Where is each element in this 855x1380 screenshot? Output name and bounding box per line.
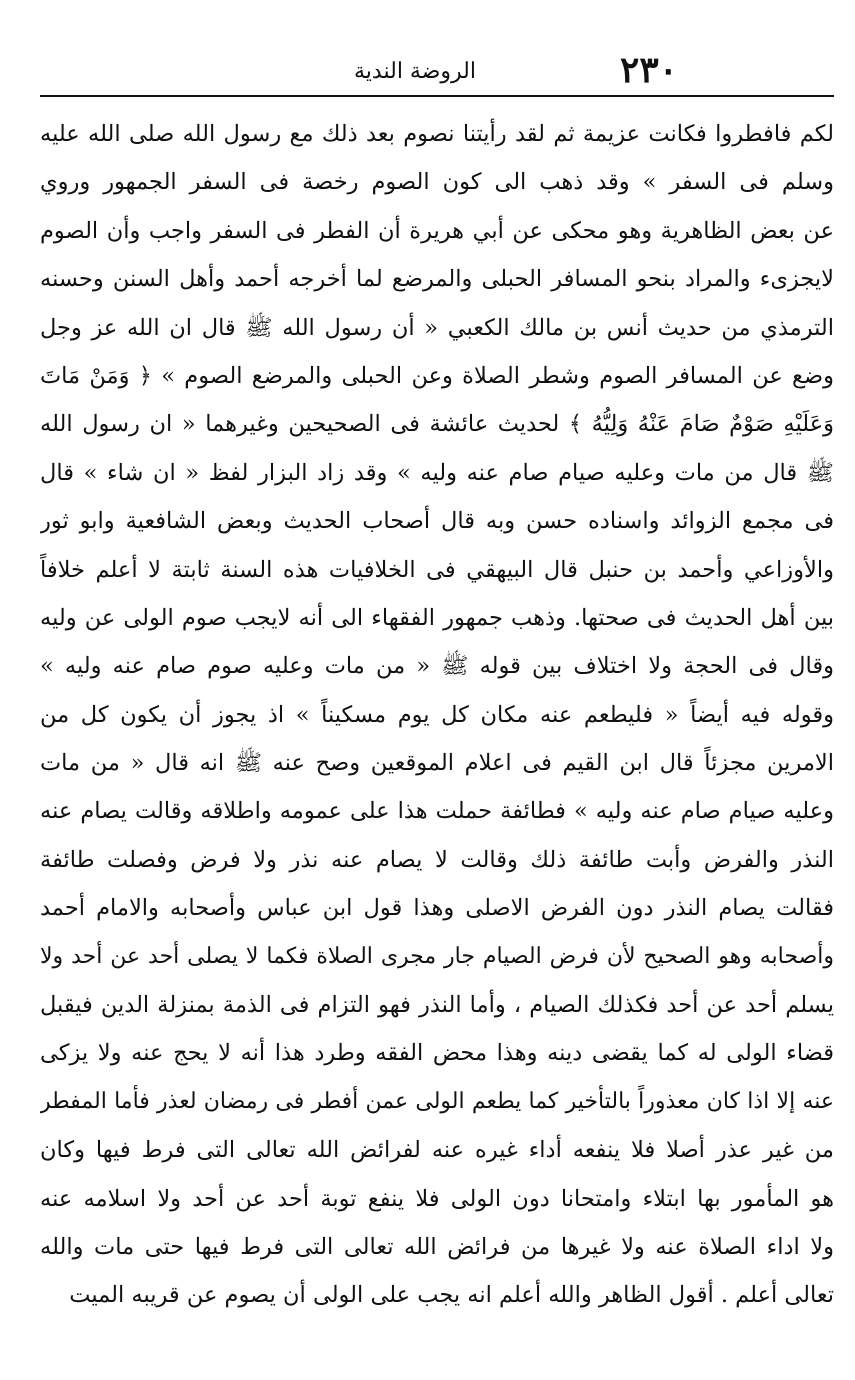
body-text <box>40 110 834 1320</box>
page-number: ٢٣٠ <box>619 49 678 91</box>
text-line: الامرين مجزئاً قال ابن القيم فى اعلام الموقعين وصح عنه ﷺ انه قال « من مات <box>40 750 834 777</box>
text-line: وقال فى الحجة ولا اختلاف بين قوله ﷺ « من مات وعليه صوم صام عنه وليه » <box>40 653 834 680</box>
text-line: ولا اداء الصلاة عنه ولا غيرها من فرائض الله تعالى التى فرط فيها حتى مات والله <box>40 1233 834 1260</box>
text-line: عن بعض الظاهرية وهو محكى عن أبي هريرة أن الفطر فى السفر واجب وأن الصوم <box>40 217 834 244</box>
text-line: فقالت يصام النذر دون الفرض الاصلى وهذا قول ابن عباس وأصحابه والامام أحمد <box>40 895 834 922</box>
text-line: وأصحابه وهو الصحيح لأن فرض الصيام جار مجرى الصلاة فكما لا يصلى أحد عن أحد ولا <box>40 943 834 969</box>
header-rule <box>40 95 834 97</box>
text-line: الترمذي من حديث أنس بن مالك الكعبي « أن رسول الله ﷺ قال ان الله عز وجل <box>40 314 834 341</box>
text-line: النذر والفرض وأبت طائفة ذلك وقالت لا يصام عنه نذر ولا فرض وفصلت طائفة <box>40 846 834 873</box>
text-line: قضاء الولى له كما يقضى دينه وهذا محض الفقه وطرد هذا أنه لا يحج عنه ولا يزكى <box>40 1040 834 1067</box>
text-line: عنه إلا اذا كان معذوراً بالتأخير كما يطعم الولى عمن أفطر فى رمضان لعذر فأما المفطر <box>40 1088 834 1114</box>
text-line: فى مجمع الزوائد واسناده حسن وبه قال أصحاب الحديث وبعض الشافعية وابو ثور <box>40 508 834 535</box>
text-line: هو المأمور بها ابتلاء وامتحانا دون الولى فلا ينفع توبة أحد عن أحد ولا اسلامه عنه <box>40 1185 834 1212</box>
text-line: من غير عذر أصلا فلا ينفعه أداء غيره عنه لفرائض الله تعالى التى فرط فيها وكان <box>40 1137 834 1164</box>
text-line: وضع عن المسافر الصوم وشطر الصلاة وعن الحبلى والمرضع الصوم » ﴿ وَمَنْ مَاتَ <box>40 362 834 389</box>
text-line: وسلم فى السفر » وقد ذهب الى كون الصوم رخصة فى السفر الجمهور وروي <box>40 169 834 196</box>
text-line: تعالى أعلم . أقول الظاهر والله أعلم انه يجب على الولى أن يصوم عن قريبه الميت <box>69 1282 834 1309</box>
text-line: لكم فافطروا فكانت عزيمة ثم لقد رأيتنا نصوم بعد ذلك مع رسول الله صلى الله عليه <box>40 121 834 147</box>
text-line: وَعَلَيْهِ صَوْمٌ صَامَ عَنْهُ وَلِيُّهُ ﴾ لحديث عائشة فى الصحيحين وغيرهما « ان رسول الله <box>40 411 834 438</box>
text-line: ﷺ قال من مات وعليه صيام صام عنه وليه » وقد زاد البزار لفظ « ان شاء » قال <box>40 459 834 486</box>
text-line: لايجزىء والمراد بنحو المسافر الحبلى والمرضع لما أخرجه أحمد وأهل السنن وحسنه <box>40 266 834 293</box>
text-line: وعليه صيام صام عنه وليه » فطائفة حملت هذا على عمومه واطلاقه وقالت يصام عنه <box>40 798 834 825</box>
text-line: بين أهل الحديث فى صحتها. وذهب جمهور الفقهاء الى أنه لايجب صوم الولى عن وليه <box>40 604 834 631</box>
text-line: وقوله فيه أيضاً « فليطعم عنه مكان كل يوم مسكيناً » اذ يجوز أن يكون كل من <box>40 701 834 728</box>
running-title: الروضة الندية <box>354 59 476 84</box>
text-line: يسلم أحد عن أحد فكذلك الصيام ، وأما النذر فهو التزام فى الذمة بمنزلة الدين فيقبل <box>40 992 834 1019</box>
text-line: والأوزاعي وأحمد بن حنبل قال البيهقي فى الخلافيات هذه السنة ثابتة لا أعلم خلافاً <box>40 556 834 583</box>
